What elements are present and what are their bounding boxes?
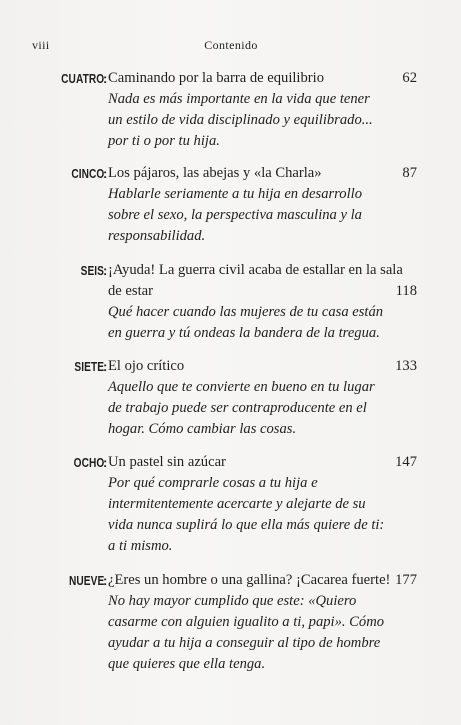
chapter-label: NUEVE [68,573,104,588]
chapter-description-line: Por qué comprarle cosas a tu hija e [108,475,318,491]
chapter-title: ¡Ayuda! La guerra civil acaba de estallar en la sala [108,262,403,278]
chapter-description-line: que quieres que ella tenga. [108,656,266,672]
chapter-description-line: a ti mismo. [108,538,173,554]
chapter-label: CUATRO [60,71,104,86]
chapter-description-line: No hay mayor cumplido que este: «Quiero [108,593,357,609]
page-number: 147 [395,454,417,470]
chapter-description-line: Nada es más importante en la vida que tener [108,91,370,107]
label-colon: : [103,71,108,86]
entry-text [108,260,403,344]
chapter-title: Los pájaros, las abejas y «la Charla» [108,165,322,181]
chapter-description-line: por ti o por tu hija. [108,133,220,149]
chapter-description-line: Qué hacer cuando las mujeres de tu casa están [108,304,384,320]
entry-text [108,356,375,440]
page-number: 133 [395,358,417,374]
entry-text [108,452,385,557]
chapter-description-line: en guerra y tú ondeas la bandera de la tregua. [108,325,380,341]
label-colon: : [103,263,108,278]
chapter-label: CINCO [70,166,104,181]
chapter-description-line: casarme con alguien igualito a ti, papi». Cómo [108,614,385,630]
chapter-description-line: sobre el sexo, la perspectiva masculina y la [108,207,362,223]
running-head [32,38,430,54]
chapter-description-line: Aquello que te convierte en bueno en tu lugar [108,379,375,395]
page-number: 62 [402,70,417,86]
entry-text [108,68,373,152]
chapter-title-continued: de estar [108,283,153,299]
page-number: 177 [395,572,417,588]
label-colon: : [103,359,108,374]
chapter-description-line: hogar. Cómo cambiar las cosas. [108,421,297,437]
chapter-description-line: Hablarle seriamente a tu hija en desarrollo [108,186,363,202]
chapter-title: Un pastel sin azúcar [108,454,226,470]
label-colon: : [103,166,108,181]
chapter-description-line: de trabajo puede ser contraproducente en el [108,400,367,416]
entry-text [108,570,391,675]
chapter-title: Caminando por la barra de equilibrio [108,70,324,86]
label-colon: : [103,455,108,470]
section-title: Contenido [204,38,258,52]
chapter-label: OCHO [73,455,104,470]
entry-text [108,163,366,247]
chapter-label: SEIS [80,263,104,278]
chapter-description-line: ayudar a tu hija a conseguir al tipo de hombre [108,635,381,651]
page-folio: viii [32,38,50,52]
chapter-title: ¿Eres un hombre o una gallina? ¡Cacarea fuerte! [108,572,391,588]
chapter-description-line: intermitentemente acercarte y alejarte de su [108,496,366,512]
chapter-title: El ojo crítico [108,358,185,374]
chapter-label: SIETE [74,359,104,374]
chapter-description-line: vida nunca suplirá lo que ella más quiere de ti: [108,517,385,533]
chapter-description-line: responsabilidad. [108,228,206,244]
page-number: 87 [402,165,417,181]
page-number: 118 [395,283,417,299]
chapter-description-line: un estilo de vida disciplinado y equilibrado... [108,112,373,128]
label-colon: : [103,573,108,588]
